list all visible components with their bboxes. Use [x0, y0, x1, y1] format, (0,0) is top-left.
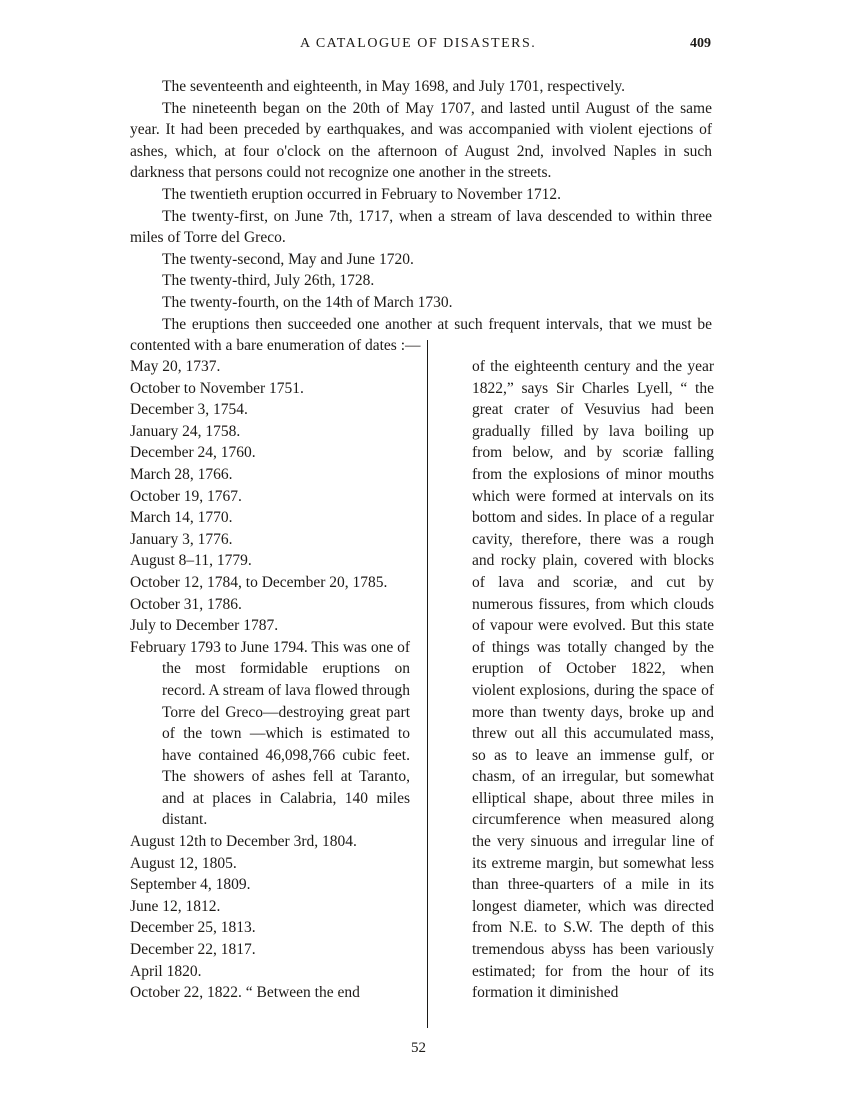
quotation-text: of the eighteenth century and the year 1822,” says Sir Charles Lyell, “ the great crater of Vesuvius had been gradually filled by lava boiling up from below, and by scoriæ falling from the explosions of minor mouths which were formed at intervals on its bottom and sides. In place of a regular cavity, therefore, there was a rough and rocky plain, covered with blocks of lava and scoriæ, and cut by numerous fissures, from which clouds of vapour were evolved. But this state of things was totally changed by the eruption of October 1822, when violent explosions, during the space of more than twenty days, broke up and threw out all this accumulated mass, so as to leave an immense gulf, or chasm, of an irregular, but somewhat elliptical shape, about three miles in circumference when measured along the very sinuous and irregular line of its extreme margin, but somewhat less than three-quarters of a mile in its longest diameter, which was directed from N.E. to S.W. The depth of this tremendous abyss has been variously estimated; for from the hour of its formation it diminished: [472, 358, 714, 1002]
paragraph: The nineteenth began on the 20th of May 1707, and lasted until August of the same year. It had been preceded by earthquakes, and was accompanied with violent ejections of ashes, which, at four o'clock on the afternoon of August 2nd, involved Naples in such darkness that persons could not recognize one another in the streets.: [130, 99, 712, 182]
date-entry: January 24, 1758.: [130, 422, 241, 440]
date-entry: December 24, 1760.: [130, 444, 256, 462]
date-entry: June 12, 1812.: [130, 897, 221, 915]
paragraph: The twentieth eruption occurred in February to November 1712.: [162, 185, 562, 203]
date-entry: July to December 1787.: [130, 617, 279, 635]
date-entry: September 4, 1809.: [130, 876, 251, 894]
quotation-column: [472, 356, 714, 1004]
dates-column: [130, 356, 410, 1004]
date-entry: December 22, 1817.: [130, 941, 256, 959]
date-entry: October 19, 1767.: [130, 487, 242, 505]
paragraph: The twenty-third, July 26th, 1728.: [162, 272, 375, 290]
signature-mark: 52: [411, 1040, 426, 1056]
running-head: A CATALOGUE OF DISASTERS.: [300, 36, 537, 51]
paragraph: The twenty-second, May and June 1720.: [162, 250, 414, 268]
date-entry: December 25, 1813.: [130, 919, 256, 937]
date-entry: August 8–11, 1779.: [130, 552, 252, 570]
date-entry: March 28, 1766.: [130, 465, 233, 483]
paragraph: The twenty-first, on June 7th, 1717, when a stream of lava descended to within three miles of Torre del Greco.: [130, 207, 712, 247]
date-entry: December 3, 1754.: [130, 401, 248, 419]
date-entry: May 20, 1737.: [130, 358, 221, 375]
column-divider: [427, 340, 428, 1028]
date-entry: August 12th to December 3rd, 1804.: [130, 833, 357, 851]
date-entry: October 12, 1784, to December 20, 1785.: [130, 573, 388, 591]
date-entry: August 12, 1805.: [130, 854, 237, 872]
paragraph: The twenty-fourth, on the 14th of March 1730.: [162, 293, 453, 311]
date-entry: February 1793 to June 1794. This was one of the most formidable eruptions on record. A stream of lava flowed through Torre del Greco—destroying great part of the town —which is estimated to have contained 46,098,766 cubic feet. The showers of ashes fell at Taranto, and at places in Calabria, 140 miles distant.: [130, 638, 410, 829]
date-entry: April 1820.: [130, 962, 202, 980]
date-entry: January 3, 1776.: [130, 530, 233, 548]
paragraph: The eruptions then succeeded one another at such frequent intervals, that we must be contented with a bare enumeration of dates :—: [130, 315, 712, 355]
date-entry: October 31, 1786.: [130, 595, 242, 613]
date-entry: March 14, 1770.: [130, 509, 233, 527]
date-entry: October 22, 1822. “ Between the end: [130, 984, 360, 1002]
page-number: 409: [690, 36, 711, 51]
date-entry: October to November 1751.: [130, 379, 304, 397]
paragraph: The seventeenth and eighteenth, in May 1698, and July 1701, respectively.: [162, 78, 626, 95]
intro-text: [130, 76, 712, 357]
